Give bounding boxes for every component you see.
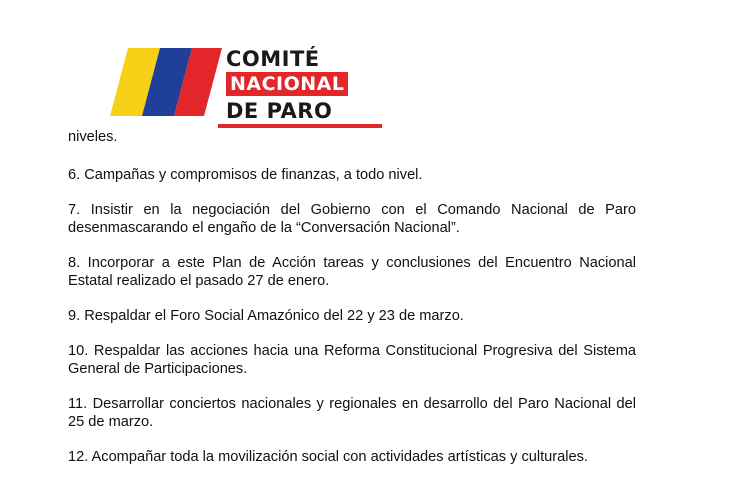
paragraph-item-8: 8. Incorporar a este Plan de Acción tareas y conclusiones del Encuentro Nacional Estatal realizado el pasado 27 de enero.	[68, 255, 636, 289]
document-body	[68, 128, 636, 466]
logo-line-comite: COMITÉ	[226, 47, 320, 71]
paragraph-item-9: 9. Respaldar el Foro Social Amazónico del 22 y 23 de marzo.	[68, 308, 464, 324]
paragraph-item-7: 7. Insistir en la negociación del Gobierno con el Comando Nacional de Paro desenmascarando el engaño de la “Conversación Nacional”.	[68, 202, 636, 236]
paragraph-item-6: 6. Campañas y compromisos de finanzas, a todo nivel.	[68, 167, 423, 183]
paragraph-item-11: 11. Desarrollar conciertos nacionales y regionales en desarrollo del Paro Nacional del 25 de marzo.	[68, 396, 636, 430]
logo-line-nacional: NACIONAL	[226, 72, 348, 96]
paragraph-item-10: 10. Respaldar las acciones hacia una Reforma Constitucional Progresiva del Sistema General de Participaciones.	[68, 343, 636, 377]
paragraph-item-12: 12. Acompañar toda la movilización social con actividades artísticas y culturales.	[68, 449, 588, 465]
comite-nacional-de-paro-logo	[108, 40, 388, 132]
logo-line-de-paro: DE PARO	[226, 99, 333, 123]
flag-stripes-graphic	[108, 40, 228, 120]
paragraph-continuation: niveles.	[68, 129, 118, 145]
